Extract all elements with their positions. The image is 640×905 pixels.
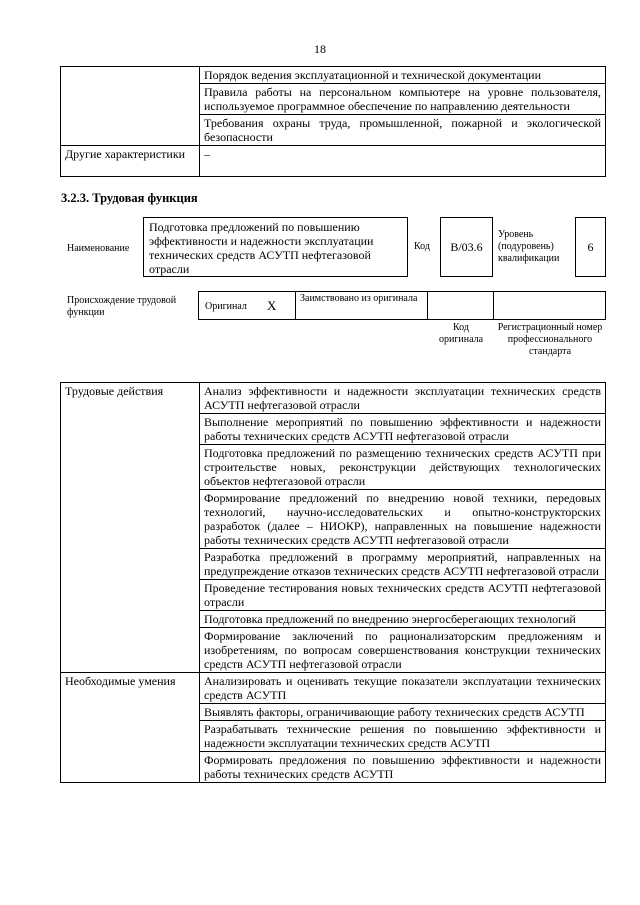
table-row: Анализировать и оценивать текущие показатели эксплуатации технических средств АСУТП — [200, 673, 606, 704]
other-characteristics-value: – — [200, 146, 606, 177]
table-row: Разработка предложений в программу мероприятий, направленных на предупреждение отказов технических средств АСУТП нефтегазовой отрасли — [200, 549, 606, 580]
original-cell — [198, 291, 296, 320]
borrowed-cell: Заимствовано из оригинала — [295, 291, 428, 320]
table-row: Правила работы на персональном компьютере на уровне пользователя, используемое программное обеспечение по направлению деятельности — [200, 84, 606, 115]
table-row: Формирование предложений по внедрению новой техники, передовых технологий, научно-исследовательских и опытно-конструкторских разработок (далее – НИОКР), направленных на повышение надежности работы технических средств АСУТП нефтегазовой отрасли — [200, 490, 606, 549]
table-row: Требования охраны труда, промышленной, пожарной и экологической безопасности — [200, 115, 606, 146]
table-row: Подготовка предложений по размещению технических средств АСУТП при строительстве новых, реконструкции действующих технологических объектов нефтегазовой отрасли — [200, 445, 606, 490]
registration-number-cell — [493, 291, 606, 320]
labor-function-table — [60, 382, 606, 783]
page-number: 18 — [314, 42, 326, 56]
code-value: В/03.6 — [440, 217, 493, 277]
original-mark: X — [267, 298, 277, 313]
labor-actions-label: Трудовые действия — [61, 383, 200, 673]
section-title: 3.2.3. Трудовая функция — [61, 191, 198, 205]
origin-code-cell — [427, 291, 494, 320]
level-label: Уровень (подуровень) квалификации — [498, 229, 560, 264]
table-row: Выявлять факторы, ограничивающие работу технических средств АСУТП — [200, 704, 606, 721]
table-row: Выполнение мероприятий по повышению эффективности и надежности работы технических средств АСУТП нефтегазовой отрасли — [200, 414, 606, 445]
table-row: Проведение тестирования новых технических средств АСУТП нефтегазовой отрасли — [200, 580, 606, 611]
table-row: Анализ эффективности и надежности эксплуатации технических средств АСУТП нефтегазовой отрасли — [200, 383, 606, 414]
function-name-value: Подготовка предложений по повышению эффективности и надежности эксплуатации технических средств АСУТП нефтегазовой отрасли — [143, 217, 408, 277]
registration-caption: Регистрационный номер профессионального стандарта — [497, 322, 603, 357]
table-row: Порядок ведения эксплуатационной и технической документации — [200, 67, 606, 84]
knowledge-table-continuation — [60, 66, 606, 177]
code-label: Код — [414, 241, 430, 252]
empty-label-cell — [61, 67, 200, 146]
table-row: Формирование заключений по рационализаторским предложениям и изобретениям, по вопросам совершенствования конструкции технических средств АСУТП нефтегазовой отрасли — [200, 628, 606, 673]
origin-code-caption: Код оригинала — [438, 322, 484, 345]
table-row: Подготовка предложений по внедрению энергосберегающих технологий — [200, 611, 606, 628]
level-value: 6 — [575, 217, 606, 277]
other-characteristics-label: Другие характеристики — [61, 146, 200, 177]
origin-label: Происхождение трудовой функции — [67, 295, 177, 318]
table-row: Формировать предложения по повышению эффективности и надежности работы технических средств АСУТП — [200, 752, 606, 783]
name-label: Наименование — [67, 243, 130, 254]
required-skills-label: Необходимые умения — [61, 673, 200, 783]
original-label: Оригинал — [205, 301, 247, 312]
table-row: Разрабатывать технические решения по повышению эффективности и надежности эксплуатации технических средств АСУТП — [200, 721, 606, 752]
